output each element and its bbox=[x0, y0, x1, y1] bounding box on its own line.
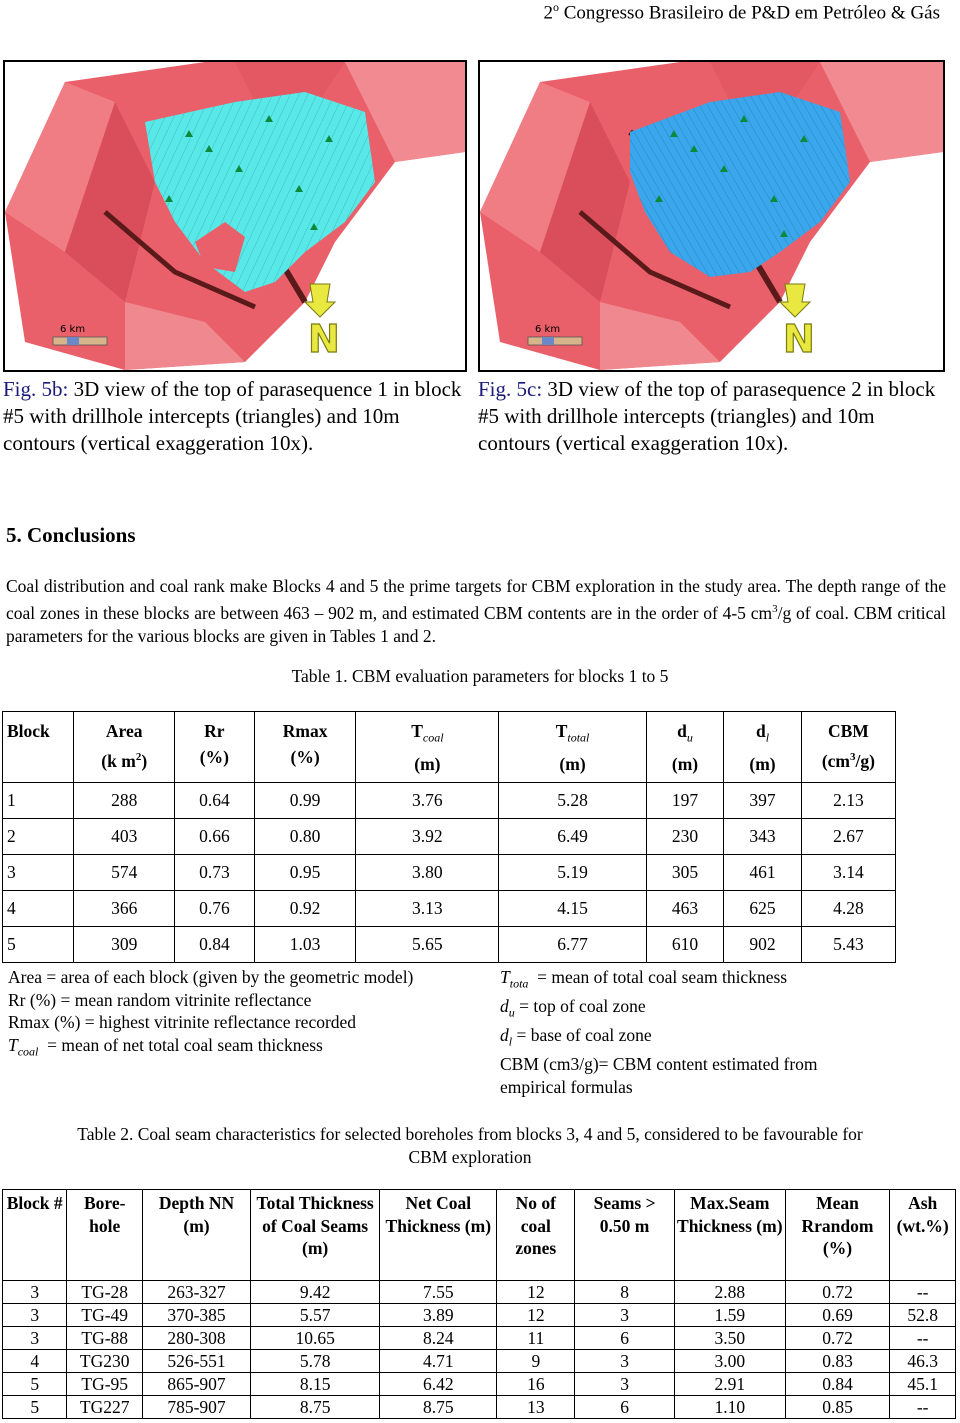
table1-cell: 0.76 bbox=[174, 891, 254, 927]
table2-cell: TG230 bbox=[67, 1350, 143, 1373]
table1-row bbox=[3, 891, 896, 927]
table2-cell: 46.3 bbox=[890, 1350, 956, 1373]
table1-cell: 343 bbox=[724, 819, 802, 855]
table2-cell: 3 bbox=[3, 1327, 67, 1350]
svg-text:N: N bbox=[783, 317, 815, 361]
table1-header-cell: Rr (%) bbox=[174, 712, 254, 783]
table1-cell: 3.92 bbox=[356, 819, 499, 855]
svg-text:6 km: 6 km bbox=[60, 324, 86, 335]
table2-header-cell: Depth NN (m) bbox=[143, 1190, 251, 1281]
table1-cell: 305 bbox=[646, 855, 724, 891]
table1-caption: Table 1. CBM evaluation parameters for blocks 1 to 5 bbox=[291, 666, 669, 686]
table2-cell: 6 bbox=[575, 1327, 675, 1350]
table2-cell: 2.91 bbox=[674, 1373, 785, 1396]
table1-header-row bbox=[3, 712, 896, 783]
table2-cell: 3 bbox=[3, 1304, 67, 1327]
table2-cell: TG-95 bbox=[67, 1373, 143, 1396]
table2-header-row bbox=[3, 1190, 956, 1281]
table2-cell: TG-88 bbox=[67, 1327, 143, 1350]
table2-row bbox=[3, 1373, 956, 1396]
table1-cell: 309 bbox=[74, 927, 174, 963]
table2-cell: 5 bbox=[3, 1373, 67, 1396]
table1-row bbox=[3, 855, 896, 891]
table2-cell: 3.00 bbox=[674, 1350, 785, 1373]
table2-cell: 526-551 bbox=[143, 1350, 251, 1373]
table1-cell: 3.80 bbox=[356, 855, 499, 891]
table2-cell: 8.15 bbox=[251, 1373, 380, 1396]
conclusions-paragraph: Coal distribution and coal rank make Blocks 4 and 5 the prime targets for CBM exploration in the study area. The depth range of the coal zones in these blocks are between 463 – 902 m, and estimated CBM contents are in the order of 4-5 $cm^3/g$ of coal. CBM critical parameters for the various blocks are given in Tables 1 and 2. bbox=[6, 576, 946, 646]
table2-cell: 6 bbox=[575, 1396, 675, 1419]
table1-cell: 0.73 bbox=[174, 855, 254, 891]
table1-cell: 5.43 bbox=[801, 927, 895, 963]
table1-cell: 0.95 bbox=[254, 855, 356, 891]
table2-cell: TG-28 bbox=[67, 1281, 143, 1304]
table2-cell: 9.42 bbox=[251, 1281, 380, 1304]
table1-cell: 625 bbox=[724, 891, 802, 927]
legend-cbm-cont: empirical formulas bbox=[500, 1076, 633, 1097]
table1-header-cell: $T_{coal}$ (m) bbox=[356, 712, 499, 783]
table2-caption: Table 2. Coal seam characteristics for selected boreholes from blocks 3, 4 and 5, considered to be favourable for CBM exploration bbox=[77, 1124, 863, 1167]
table2-header-cell: No of coal zones bbox=[497, 1190, 575, 1281]
table2-header-cell: Block # bbox=[3, 1190, 67, 1281]
table2-cell: 3.50 bbox=[674, 1327, 785, 1350]
table1-header-cell: CBM $(cm^3/g)$ bbox=[801, 712, 895, 783]
table2-cell: -- bbox=[890, 1281, 956, 1304]
table1-cell: 2.13 bbox=[801, 783, 895, 819]
figure-5c-image bbox=[478, 60, 945, 372]
table2-cell: 52.8 bbox=[890, 1304, 956, 1327]
section-heading: 5. Conclusions bbox=[6, 523, 136, 547]
table1-cell: 3.13 bbox=[356, 891, 499, 927]
table1-row bbox=[3, 927, 896, 963]
table1-row bbox=[3, 819, 896, 855]
legend-cbm: CBM (cm3/g)= CBM content estimated from bbox=[500, 1054, 818, 1074]
table2-header-cell: Max.Seam Thickness (m) bbox=[674, 1190, 785, 1281]
table2-cell: 3 bbox=[3, 1281, 67, 1304]
table2-cell: 370-385 bbox=[143, 1304, 251, 1327]
table2-cell: 5.78 bbox=[251, 1350, 380, 1373]
legend-du: $d_u$ = top of coal zone bbox=[500, 996, 646, 1020]
table1-cell: 5 bbox=[3, 927, 74, 963]
table1-cell: 3.14 bbox=[801, 855, 895, 891]
svg-text:N: N bbox=[308, 317, 340, 361]
legend-rr: Rr (%) = mean random vitrinite reflectance bbox=[8, 989, 312, 1010]
table1-cell: 4.15 bbox=[499, 891, 646, 927]
table2-row bbox=[3, 1281, 956, 1304]
table1-cell: 463 bbox=[646, 891, 724, 927]
svg-text:6 km: 6 km bbox=[535, 324, 561, 335]
figure-5c-caption: Fig. 5c: 3D view of the top of parasequence 2 in block #5 with drillhole intercepts (triangles) and 10m contours (vertical exaggeration 10x). bbox=[478, 377, 936, 455]
figure-5b-image bbox=[3, 60, 467, 372]
table2-cell: 8.75 bbox=[380, 1396, 497, 1419]
table2-cell: 5.57 bbox=[251, 1304, 380, 1327]
table1-cell: 0.92 bbox=[254, 891, 356, 927]
table2-cell: 13 bbox=[497, 1396, 575, 1419]
legend-rmax: Rmax (%) = highest vitrinite reflectance recorded bbox=[8, 1012, 357, 1032]
table1-cell: 1 bbox=[3, 783, 74, 819]
table2-header-cell: Bore-hole bbox=[67, 1190, 143, 1281]
page-header: 2$^o$ Congresso Brasileiro de P&D em Petróleo & Gás bbox=[543, 0, 940, 24]
table2-cell: -- bbox=[890, 1396, 956, 1419]
table1-cell: 0.66 bbox=[174, 819, 254, 855]
legend-right bbox=[500, 966, 818, 1098]
table1-cell: 3 bbox=[3, 855, 74, 891]
table2-cell: TG227 bbox=[67, 1396, 143, 1419]
table2-cell: 10.65 bbox=[251, 1327, 380, 1350]
table2-cell: 4 bbox=[3, 1350, 67, 1373]
table2-cell: 8 bbox=[575, 1281, 675, 1304]
legend-ttotal: $T_{tota}$ = mean of total coal seam thickness bbox=[500, 967, 788, 991]
table2-cell: 5 bbox=[3, 1396, 67, 1419]
table1-header-cell: $d_l$ (m) bbox=[724, 712, 802, 783]
table2-header-cell: Total Thickness of Coal Seams (m) bbox=[251, 1190, 380, 1281]
table2-cell: 280-308 bbox=[143, 1327, 251, 1350]
table1-cell: 0.84 bbox=[174, 927, 254, 963]
table2-cell: 3 bbox=[575, 1350, 675, 1373]
table2-header-cell: Seams > 0.50 m bbox=[575, 1190, 675, 1281]
table2-cell: 2.88 bbox=[674, 1281, 785, 1304]
table1-header-cell: Rmax (%) bbox=[254, 712, 356, 783]
table1-cell: 0.99 bbox=[254, 783, 356, 819]
table1-cell: 288 bbox=[74, 783, 174, 819]
table2-cell: 16 bbox=[497, 1373, 575, 1396]
table1-cell: 2 bbox=[3, 819, 74, 855]
table1-cell: 3.76 bbox=[356, 783, 499, 819]
table1-cell: 403 bbox=[74, 819, 174, 855]
table1-cell: 5.65 bbox=[356, 927, 499, 963]
table1-cell: 574 bbox=[74, 855, 174, 891]
table2-cell: 0.85 bbox=[785, 1396, 890, 1419]
table2-cell: 9 bbox=[497, 1350, 575, 1373]
table2-row bbox=[3, 1327, 956, 1350]
table2-cell: 0.83 bbox=[785, 1350, 890, 1373]
table2-cell: 11 bbox=[497, 1327, 575, 1350]
table2-cell: 3.89 bbox=[380, 1304, 497, 1327]
table1-header-cell: Area (k $m^2$) bbox=[74, 712, 174, 783]
table2-cell: 8.24 bbox=[380, 1327, 497, 1350]
table2-cell: 3 bbox=[575, 1373, 675, 1396]
table1-cell: 461 bbox=[724, 855, 802, 891]
table1-cell: 6.49 bbox=[499, 819, 646, 855]
table2-cell: 4.71 bbox=[380, 1350, 497, 1373]
table2-row bbox=[3, 1350, 956, 1373]
table1-cell: 197 bbox=[646, 783, 724, 819]
table2-cell: 0.84 bbox=[785, 1373, 890, 1396]
table2-cell: 1.59 bbox=[674, 1304, 785, 1327]
table1-header-cell: $T_{total}$ (m) bbox=[499, 712, 646, 783]
table2-cell: 7.55 bbox=[380, 1281, 497, 1304]
table1-row bbox=[3, 783, 896, 819]
table2-header-cell: Ash (wt.%) bbox=[890, 1190, 956, 1281]
table2-cell: 6.42 bbox=[380, 1373, 497, 1396]
table2-cell: 263-327 bbox=[143, 1281, 251, 1304]
table2-header-cell: Net Coal Thickness (m) bbox=[380, 1190, 497, 1281]
table1-cell: 4.28 bbox=[801, 891, 895, 927]
table1-cell: 0.64 bbox=[174, 783, 254, 819]
table1-cell: 0.80 bbox=[254, 819, 356, 855]
table1-cell: 1.03 bbox=[254, 927, 356, 963]
table2-cell: 785-907 bbox=[143, 1396, 251, 1419]
table2-row bbox=[3, 1396, 956, 1419]
table2-header-cell: Mean Rrandom (%) bbox=[785, 1190, 890, 1281]
table2-row bbox=[3, 1304, 956, 1327]
table1 bbox=[2, 711, 896, 963]
table1-cell: 397 bbox=[724, 783, 802, 819]
table1-cell: 4 bbox=[3, 891, 74, 927]
table1-cell: 6.77 bbox=[499, 927, 646, 963]
table2-cell: 12 bbox=[497, 1304, 575, 1327]
table2-cell: 865-907 bbox=[143, 1373, 251, 1396]
table2-cell: -- bbox=[890, 1327, 956, 1350]
figure-5b-caption: Fig. 5b: 3D view of the top of parasequence 1 in block #5 with drillhole intercepts (triangles) and 10m contours (vertical exaggeration 10x). bbox=[3, 377, 462, 455]
table1-cell: 5.19 bbox=[499, 855, 646, 891]
table1-header-cell: $d_u$ (m) bbox=[646, 712, 724, 783]
legend-tcoal: $T_{coal}$ = mean of net total coal seam thickness bbox=[8, 1034, 323, 1058]
table1-cell: 5.28 bbox=[499, 783, 646, 819]
table2 bbox=[2, 1189, 956, 1419]
table2-cell: 0.69 bbox=[785, 1304, 890, 1327]
table2-cell: 0.72 bbox=[785, 1327, 890, 1350]
table1-cell: 902 bbox=[724, 927, 802, 963]
legend-area: Area = area of each block (given by the geometric model) bbox=[8, 967, 414, 987]
table2-cell: 0.72 bbox=[785, 1281, 890, 1304]
table1-cell: 2.67 bbox=[801, 819, 895, 855]
table2-cell: 8.75 bbox=[251, 1396, 380, 1419]
table1-cell: 366 bbox=[74, 891, 174, 927]
table1-header-cell: Block bbox=[3, 712, 74, 783]
legend-dl: $d_l$ = base of coal zone bbox=[500, 1025, 652, 1049]
table2-cell: 12 bbox=[497, 1281, 575, 1304]
table2-cell: TG-49 bbox=[67, 1304, 143, 1327]
legend-left bbox=[8, 966, 413, 1063]
table1-cell: 230 bbox=[646, 819, 724, 855]
table2-cell: 45.1 bbox=[890, 1373, 956, 1396]
table2-cell: 3 bbox=[575, 1304, 675, 1327]
table1-cell: 610 bbox=[646, 927, 724, 963]
table2-cell: 1.10 bbox=[674, 1396, 785, 1419]
